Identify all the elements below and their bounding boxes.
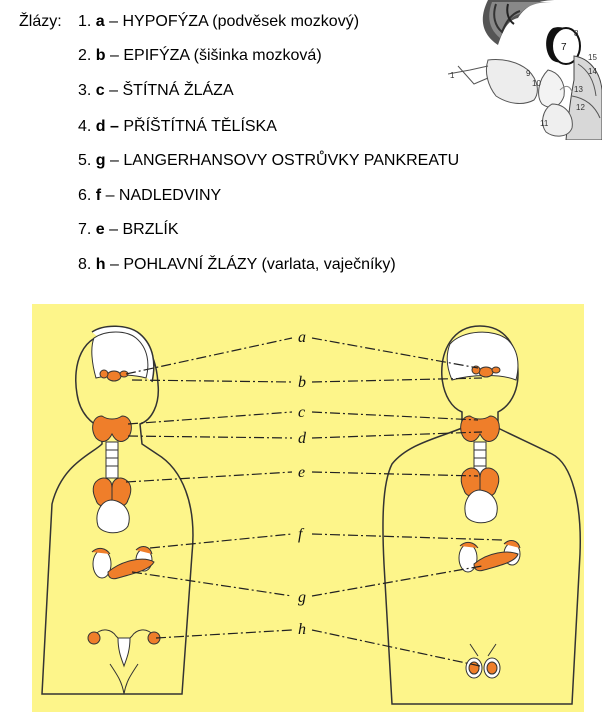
gland-letter: d – [95,118,119,135]
gland-separator: – [105,47,124,64]
gland-letter: h [95,256,106,273]
gland-number: 2. [78,47,92,64]
label-g: g [298,589,306,606]
svg-text:1: 1 [450,71,455,80]
gland-separator: – [104,221,123,238]
label-a: a [298,329,306,346]
gland-number: 4. [78,118,92,135]
gland-separator: – [105,152,124,169]
label-c: c [298,404,306,421]
label-d: d [298,430,306,447]
label-f: f [298,526,303,543]
gland-name: HYPOFÝZA [122,13,208,30]
gland-number: 5. [78,152,92,169]
gland-list-item [78,220,179,240]
svg-text:12: 12 [576,103,585,112]
svg-text:11: 11 [540,119,549,128]
gland-note: (podvěsek mozkový) [207,13,360,30]
gland-list-item [78,46,322,66]
gland-letter: c [95,82,105,99]
svg-text:15: 15 [588,53,597,62]
gland-letter: a [95,13,105,30]
svg-text:14: 14 [588,67,597,76]
gland-name: EPIFÝZA [123,47,190,64]
gland-list-item [78,186,221,206]
gland-number: 1. [78,13,92,30]
gland-name: ŠTÍTNÁ ŽLÁZA [122,82,234,99]
gland-letter: f [95,187,102,204]
gland-name: POHLAVNÍ ŽLÁZY [123,256,258,273]
svg-text:7: 7 [561,42,567,53]
gland-list-item [78,12,359,32]
gland-note: (varlata, vaječníky) [257,256,396,273]
svg-text:13: 13 [574,85,583,94]
gland-letter: b [95,47,106,64]
gland-name: LANGERHANSOVY OSTRŮVKY PANKREATU [123,152,460,169]
label-e: e [298,464,306,481]
gland-separator: – [101,187,119,204]
gland-list-item [78,81,234,101]
gland-separator: – [104,82,123,99]
svg-text:10: 10 [532,79,541,88]
label-b: b [298,374,306,391]
gland-list-item [78,117,277,137]
gland-number: 7. [78,221,92,238]
label-h: h [298,621,306,638]
gland-separator: – [104,13,123,30]
gland-letter: e [95,221,105,238]
gland-number: 3. [78,82,92,99]
endocrine-diagram [32,304,584,712]
gland-number: 8. [78,256,92,273]
gland-name: BRZLÍK [122,221,179,238]
gland-separator: – [105,256,124,273]
gland-list-item [78,151,459,171]
gland-name: PŘÍŠTÍTNÁ TĚLÍSKA [123,118,277,135]
brain-illustration [448,0,602,140]
gland-letter: g [95,152,106,169]
gland-list-item [78,255,396,275]
svg-text:9: 9 [526,69,531,78]
svg-text:8: 8 [574,29,579,38]
list-heading: Žlázy: [19,13,62,30]
gland-note: (šišinka mozková) [189,47,322,64]
gland-number: 6. [78,187,92,204]
gland-name: NADLEDVINY [118,187,222,204]
